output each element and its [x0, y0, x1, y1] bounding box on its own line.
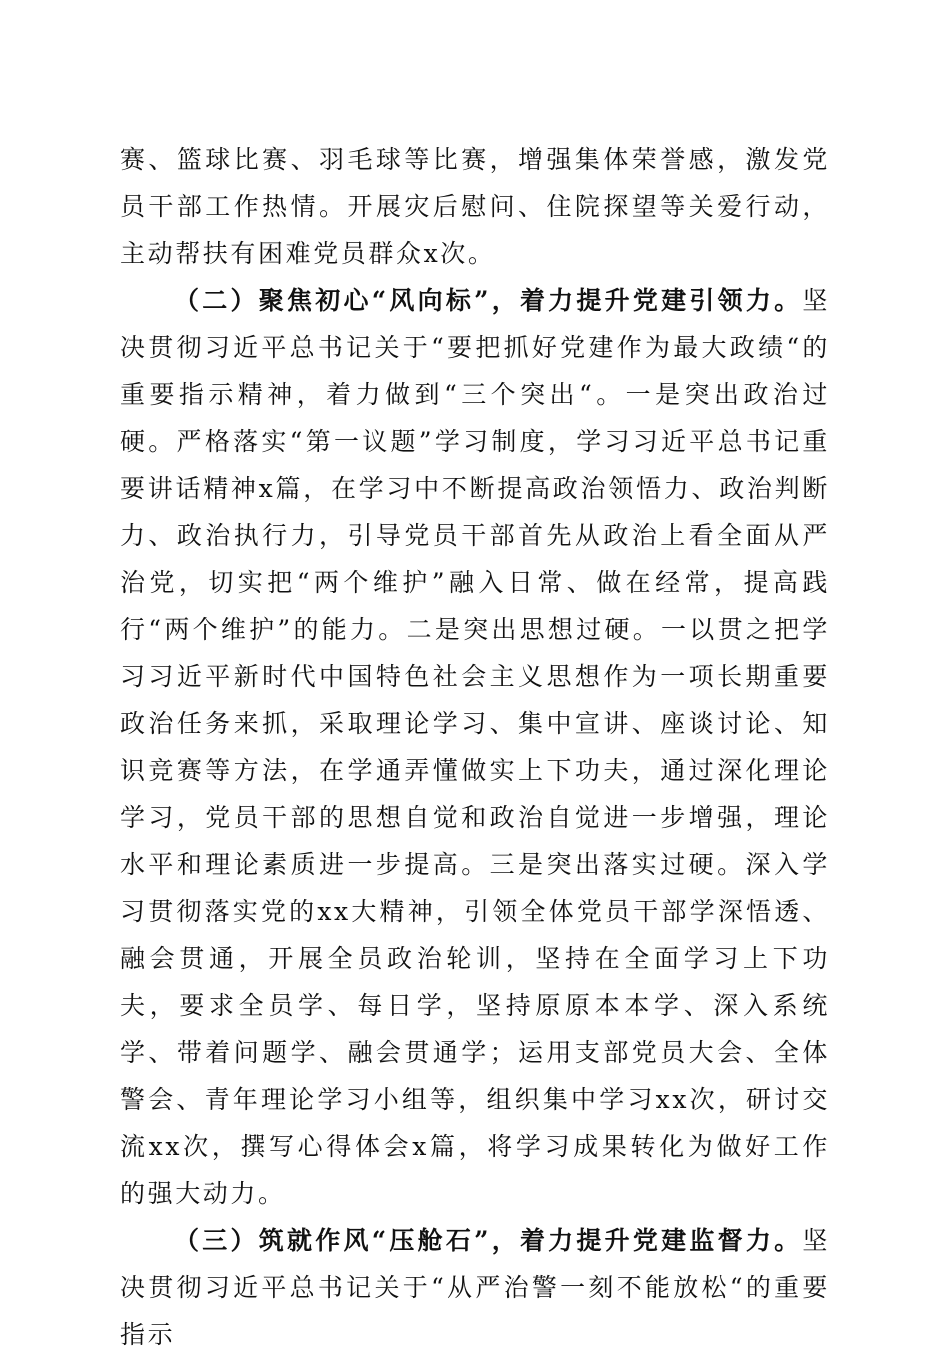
- paragraph-section-2: [120, 277, 830, 1217]
- document-body: [120, 136, 830, 1358]
- paragraph-section-3: [120, 1217, 830, 1358]
- paragraph-text: 赛、篮球比赛、羽毛球等比赛，增强集体荣誉感，激发党员干部工作热情。开展灾后慰问、住院探望等关爱行动，主动帮扶有困难党员群众x次。: [120, 145, 830, 268]
- paragraph-text: 坚决贯彻习近平总书记关于“从严治警一刻不能放松“的重要指示: [120, 1226, 830, 1349]
- section-heading: （三）筑就作风“压舱石”，着力提升党建监督力。: [174, 1226, 803, 1255]
- section-heading: （二）聚焦初心“风向标”，着力提升党建引领力。: [174, 286, 803, 315]
- paragraph-text: 坚决贯彻习近平总书记关于“要把抓好党建作为最大政绩“的重要指示精神，着力做到“三个突出“。一是突出政治过硬。严格落实“第一议题”学习制度，学习习近平总书记重要讲话精神x篇，在学习中不断提高政治领悟力、政治判断力、政治执行力，引导党员干部首先从政治上看全面从严治党，切实把“两个维护”融入日常、做在经常，提高践行“两个维护”的能力。二是突出思想过硬。一以贯之把学习习近平新时代中国特色社会主义思想作为一项长期重要政治任务来抓，采取理论学习、集中宣讲、座谈讨论、知识竞赛等方法，在学通弄懂做实上下功夫，通过深化理论学习，党员干部的思想自觉和政治自觉进一步增强，理论水平和理论素质进一步提高。三是突出落实过硬。深入学习贯彻落实党的xx大精神，引领全体党员干部学深悟透、融会贯通，开展全员政治轮训，坚持在全面学习上下功夫，要求全员学、每日学，坚持原原本本学、深入系统学、带着问题学、融会贯通学；运用支部党员大会、全体警会、青年理论学习小组等，组织集中学习xx次，研讨交流xx次，撰写心得体会x篇，将学习成果转化为做好工作的强大动力。: [120, 286, 830, 1208]
- paragraph-continuation: [120, 136, 830, 277]
